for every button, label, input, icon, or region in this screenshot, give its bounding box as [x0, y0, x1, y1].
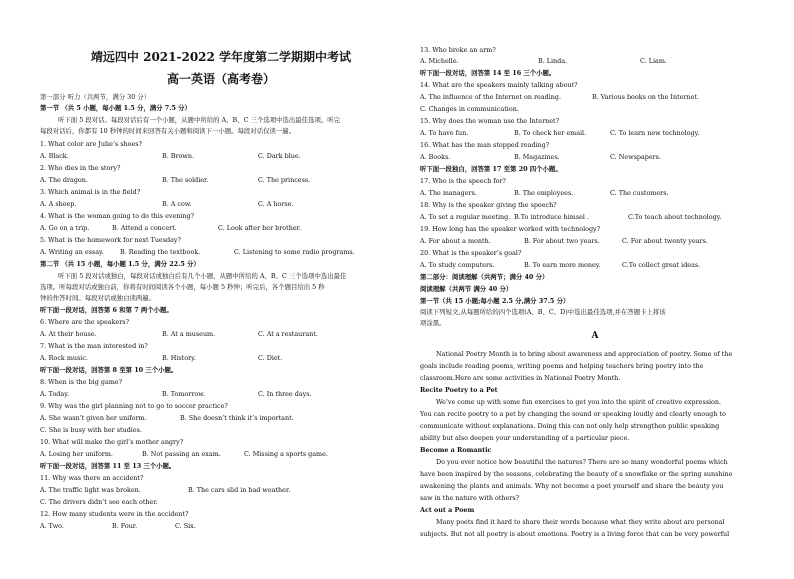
passage-p2-line2: You can recite poetry to a pet by changing the sound or speaking loudly and clearly enough to — [420, 410, 726, 418]
option-b: B. To check her email. — [514, 129, 587, 137]
question-15: 15. Why does the woman use the Internet? — [420, 117, 560, 125]
question-14: 14. What are the speakers mainly talking about? — [420, 81, 578, 89]
option-b: B. The soldier. — [162, 176, 209, 184]
option-b: B. She doesn’t think it’s important. — [180, 414, 294, 422]
option-b: B. To earn more money. — [524, 261, 601, 269]
question-17: 17. Who is the speech for? — [420, 177, 506, 185]
passage-p2-line3: communicate without explanations. Doing this can not only help strengthen public speaking — [420, 422, 720, 430]
passage-label: A — [591, 331, 599, 341]
option-a: A. Black. — [40, 152, 69, 160]
section2-intro: 听下面 5 段对话或独白，每段对话或独白后有几个小题，从题中所给的 A、B、C 三个选项中选出最佳 — [58, 272, 347, 280]
option-b: B. History. — [162, 354, 196, 362]
reading-intro-cont: 项涂黑。 — [420, 319, 446, 327]
option-c: C. In three days. — [258, 390, 312, 398]
option-b: B. The employees. — [514, 189, 574, 197]
passage-p1-line1: National Poetry Month is to bring about awareness and appreciation of poetry. Some of the — [436, 350, 733, 358]
exam-title: 靖远四中 2021-2022 学年度第二学期期中考试 — [90, 50, 352, 64]
option-b: B. Reading the textbook. — [120, 248, 201, 256]
option-c: C. Missing a sports game. — [244, 450, 328, 458]
option-c: C. Six. — [175, 522, 196, 530]
question-19: 19. How long has the speaker worked with technology? — [420, 225, 601, 233]
question-7: 7. What is the man interested in? — [40, 342, 148, 350]
passage-p3-line2: have been inspired by the seasons, celebrating the beauty of a snowflake or the spring sunshine — [420, 470, 733, 478]
option-a: A. Losing her uniform. — [40, 450, 113, 458]
question-4: 4. What is the woman going to do this evening? — [40, 212, 195, 220]
option-a: A. At their house. — [40, 330, 97, 338]
question-11: 11. Why was there an accident? — [40, 474, 144, 482]
passage-p3-line4: saw in the nature with others? — [420, 494, 520, 502]
instruction-11-13: 听下面一段对话，回答第 11 至 13 三个小题。 — [40, 462, 176, 470]
passage-heading-2: Become a Romantic — [420, 446, 492, 454]
option-a: A. The dragon. — [40, 176, 88, 184]
passage-p3-line1: Do you ever notice how beautiful the natures? There are so many wonderful poems which — [436, 458, 728, 466]
part1-title: 第一部分 听力（共两节，满分 30 分） — [40, 93, 151, 101]
option-b: B. Four. — [112, 522, 138, 530]
option-c: C. Listening to some radio programs. — [234, 248, 355, 256]
instruction-14-16: 听下面一段对话，回答第 14 至 16 三个小题。 — [420, 69, 556, 77]
question-20: 20. What is the speaker’s goal? — [420, 249, 522, 257]
question-3: 3. Which animal is in the field? — [40, 188, 141, 196]
option-b: B. Not passing an exam. — [142, 450, 221, 458]
option-b: B. At a museum. — [162, 330, 216, 338]
question-13: 13. Who broke an arm? — [420, 46, 496, 54]
option-c: C. The princess. — [258, 176, 311, 184]
option-a: A. To set a regular meeting. — [420, 213, 511, 221]
part2-title: 第二部分：阅读理解（共两节；满分 40 分） — [420, 273, 549, 281]
question-16: 16. What has the man stopped reading? — [420, 141, 550, 149]
instruction-8-10: 听下面一段对话，回答第 8 至第 10 三个小题。 — [40, 366, 178, 374]
question-2: 2. Who dies in the story? — [40, 164, 121, 172]
passage-p2-line4: ability but also deepen your understanding of a particular piece. — [420, 434, 630, 442]
reading-title: 阅读理解（共两节 满分 40 分） — [420, 285, 513, 293]
option-a: A. Go on a trip. — [40, 224, 90, 232]
option-b: B. Brown. — [162, 152, 194, 160]
option-c: C.To collect great ideas. — [622, 261, 701, 269]
option-a: A. Two. — [40, 522, 64, 530]
option-c: C. Look after her brother. — [218, 224, 302, 232]
passage-heading-3: Act out a Poem — [420, 506, 475, 514]
option-a: A. For about a month. — [420, 237, 491, 245]
section2-title: 第二节 （共 15 小题，每小题 1.5 分，满分 22.5 分） — [40, 260, 200, 268]
passage-heading-1: Recite Poetry to a Pet — [420, 386, 498, 394]
passage-p3-line3: awakening the plants and animals. Why not become a poet yourself and share the beauty you — [420, 482, 724, 490]
passage-p1-line2: goals include reading poems, writing poems and helping teachers bring poetry into the — [420, 362, 704, 370]
option-c: C. Dark blue. — [258, 152, 301, 160]
option-c: C. A horse. — [258, 200, 294, 208]
option-a: A. Today. — [40, 390, 69, 398]
passage-p1-line3: classroom.Here are some activities in National Poetry Month. — [420, 374, 621, 382]
question-9: 9. Why was the girl planning not to go to soccer practice? — [40, 402, 228, 410]
question-12: 12. How many students were in the accident? — [40, 510, 189, 518]
option-a: A. The traffic light was broken. — [40, 486, 141, 494]
question-9-option-c: C. She is busy with her studies. — [40, 426, 142, 434]
option-b: B. Attend a concert. — [112, 224, 177, 232]
option-b: B. For about two years. — [524, 237, 600, 245]
option-a: A. She wasn’t given her uniform. — [40, 414, 147, 422]
option-b: B. A cow. — [162, 200, 192, 208]
option-c: C. Liam. — [640, 57, 667, 65]
section2-intro-end: 钟的作答时间。每段对话或独白读两遍。 — [40, 294, 156, 302]
option-c: C. For about twenty years. — [622, 237, 708, 245]
exam-subtitle: 高一英语（高考卷） — [166, 72, 275, 86]
option-b: B. Various books on the Internet. — [592, 93, 699, 101]
option-a: A. Books. — [420, 153, 451, 161]
option-c: C. At a restaurant. — [258, 330, 318, 338]
option-b: B.To introduce himsel . — [514, 213, 589, 221]
option-a: A. The managers. — [420, 189, 477, 197]
option-c: C.To teach about technology. — [628, 213, 722, 221]
option-b: B. Tomorrow. — [162, 390, 205, 398]
passage-p4-line2: subjects. But not all poetry is about emotions. Poetry is a living force that can be very powerful — [420, 530, 730, 538]
section2-intro-cont: 选项。听每段对话或独白前，你将有时间阅读各个小题，每小题 5 秒钟；听完后，各个题目给出 5 秒 — [40, 283, 325, 291]
instruction-17-20: 听下面一段独白，回答第 17 至第 20 四个小题。 — [420, 165, 562, 173]
option-c: C. Newspapers. — [610, 153, 661, 161]
option-c: C. The customers. — [610, 189, 669, 197]
passage-p4-line1: Many poets find it hard to share their words because what they write about are personal — [436, 518, 725, 526]
section1-intro: 听下面 5 段对话。每段对话后有一个小题，从题中所给的 A、B、C 三个选项中选出最佳选项。听完 — [58, 116, 341, 124]
option-b: B. The cars slid in bad weather. — [188, 486, 291, 494]
passage-p2-line1: We’ve come up with some fun exercises to get you into the spirit of creative expression. — [436, 398, 722, 406]
section1-intro-cont: 每段对话后，你都有 10 秒钟的时间来回答有关小题和阅读下一小题。每段对话仅读一遍。 — [40, 127, 296, 135]
question-6: 6. Where are the speakers? — [40, 318, 130, 326]
option-a: A. Michelle. — [420, 57, 459, 65]
option-a: A. To have fun. — [420, 129, 469, 137]
option-b: B. Magazines. — [514, 153, 560, 161]
option-a: A. The influence of the Internet on reading. — [420, 93, 561, 101]
option-b: B. Linda. — [538, 57, 568, 65]
question-10: 10. What will make the girl’s mother angry? — [40, 438, 184, 446]
question-18: 18. Why is the speaker giving the speech? — [420, 201, 557, 209]
reading-section1-title: 第一节（共 15 小题;每小题 2.5 分,满分 37.5 分） — [420, 297, 570, 305]
instruction-6-7: 听下面一段对话，回答第 6 和第 7 两个小题。 — [40, 306, 173, 314]
reading-intro: 阅读下列短文,从每题所给的四个选项(A、B、C、D)中选出最佳选项,并在答题卡上将该 — [420, 308, 666, 316]
question-1: 1. What color are Julie’s shoes? — [40, 140, 142, 148]
question-11-option-c: C. The drivers didn’t see each other. — [40, 498, 158, 506]
section1-title: 第一节 （共 5 小题，每小题 1.5 分，满分 7.5 分） — [40, 104, 191, 112]
option-a: A. A sheep. — [40, 200, 77, 208]
question-5: 5. What is the homework for next Tuesday? — [40, 236, 181, 244]
option-c: C. Diet. — [258, 354, 283, 362]
question-14-option-c: C. Changes in communication. — [420, 105, 519, 113]
option-a: A. Writing an essay. — [40, 248, 104, 256]
option-a: A. To study computers. — [420, 261, 495, 269]
question-8: 8. When is the big game? — [40, 378, 123, 386]
option-c: C. To learn new technology. — [610, 129, 700, 137]
option-a: A. Rock music. — [40, 354, 88, 362]
